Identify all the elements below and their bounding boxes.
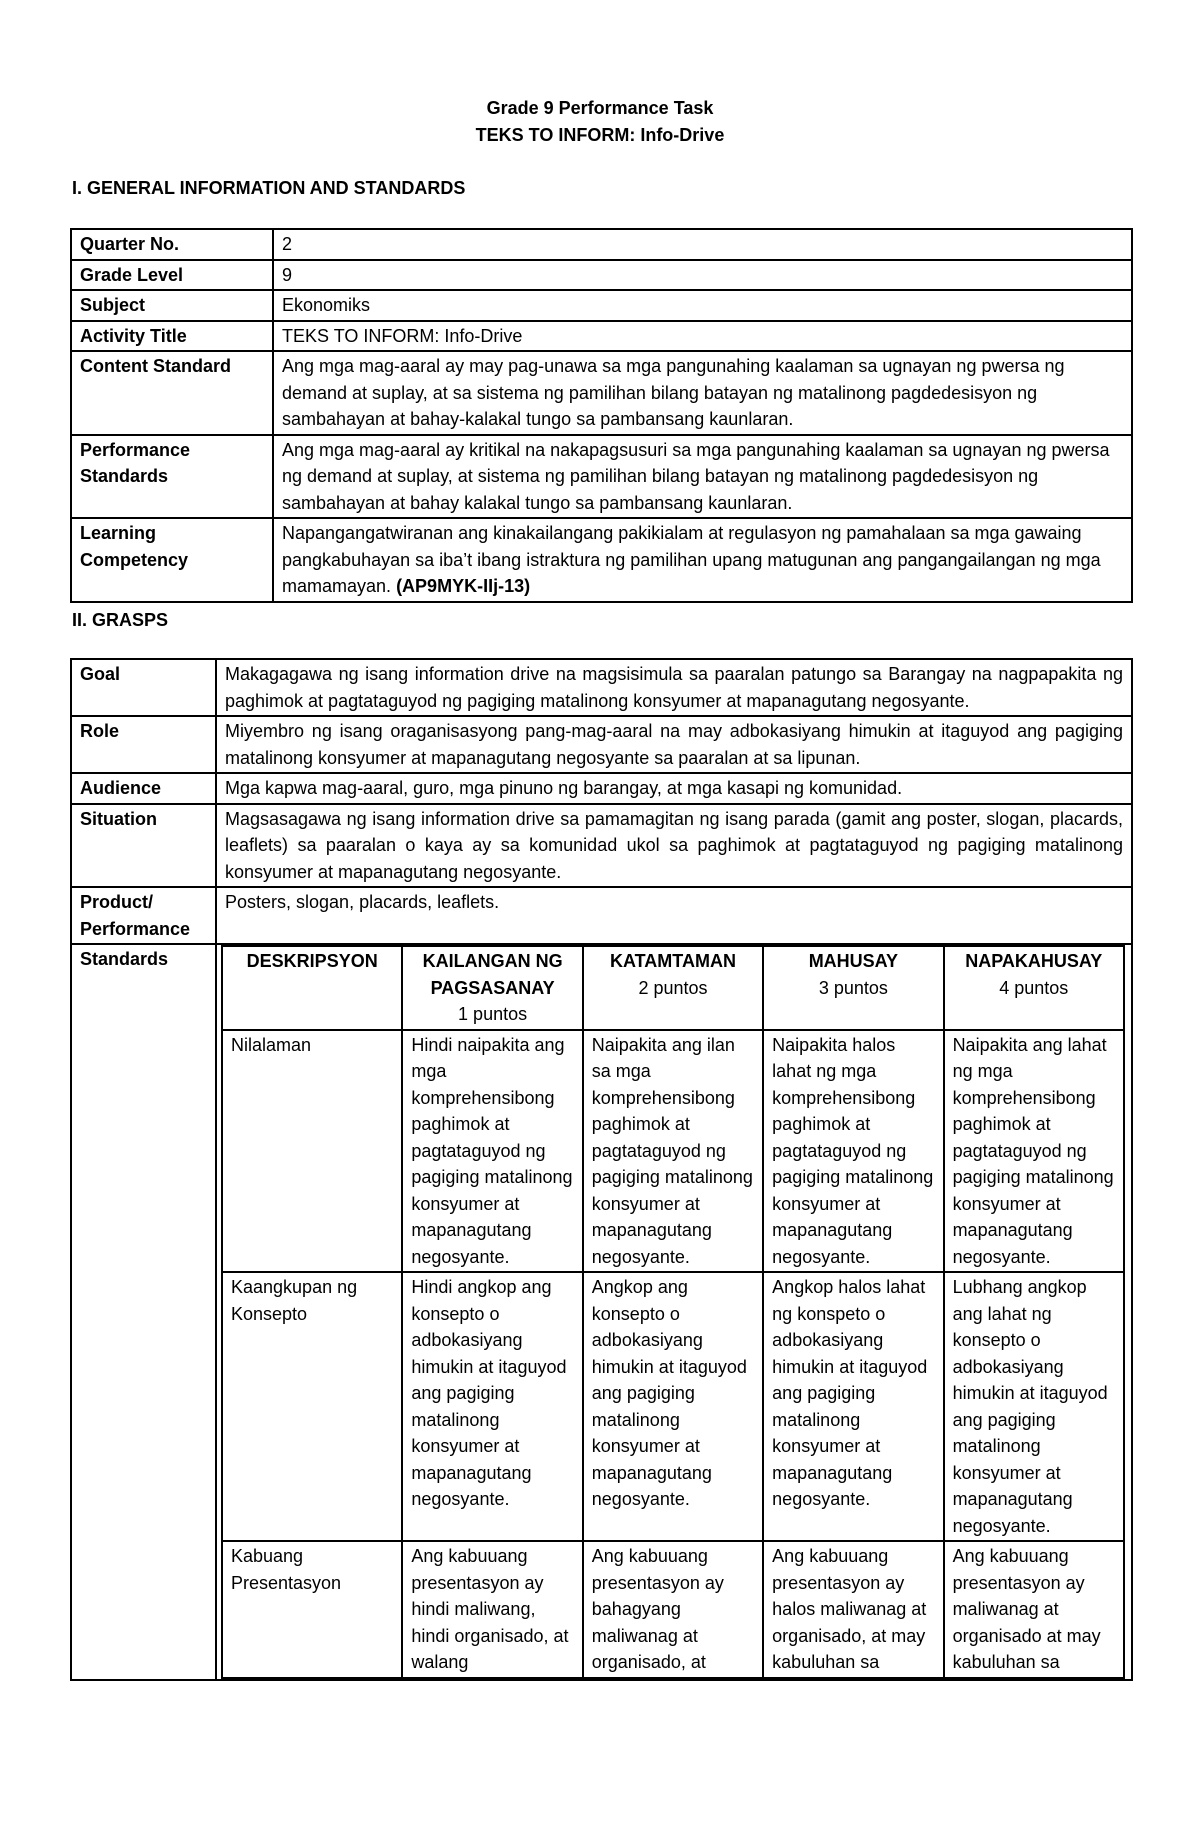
rubric-cell: Hindi naipakita ang mga komprehensibong paghimok at pagtataguyod ng pagiging matalinong konsyumer at mapanagutang negosyante. xyxy=(402,1030,582,1273)
rubric-header-title: KATAMTAMAN xyxy=(609,951,736,971)
title-line-2: TEKS TO INFORM: Info-Drive xyxy=(475,124,725,145)
rubric-header-row xyxy=(222,946,1124,1030)
rubric-cell: Angkop halos lahat ng konspeto o adbokasiyang himukin at itaguyod ang pagiging matalinong konsyumer at mapanagutang negosyante. xyxy=(763,1272,943,1541)
rubric-criterion: Nilalaman xyxy=(222,1030,402,1273)
rubric-row xyxy=(222,1272,1124,1541)
row-value: Posters, slogan, placards, leaflets. xyxy=(216,887,1132,944)
general-info-table xyxy=(70,228,1133,603)
rubric-header xyxy=(402,946,582,1030)
rubric-header xyxy=(944,946,1124,1030)
row-label: Audience xyxy=(71,773,216,804)
section-heading-general: I. GENERAL INFORMATION AND STANDARDS xyxy=(72,178,466,198)
table-row xyxy=(71,518,1132,602)
rubric-header-points: 3 puntos xyxy=(818,977,888,998)
table-row xyxy=(71,887,1132,944)
rubric-cell: Ang kabuuang presentasyon ay maliwanag at organisado at may kabuluhan sa xyxy=(944,1541,1124,1678)
title-line-1: Grade 9 Performance Task xyxy=(486,98,714,118)
document-title xyxy=(0,95,1200,148)
table-row xyxy=(71,290,1132,321)
rubric-cell: Lubhang angkop ang lahat ng konsepto o adbokasiyang himukin at itaguyod ang pagiging matalinong konsyumer at mapanagutang negosyante. xyxy=(944,1272,1124,1541)
row-value: Ang mga mag-aaral ay kritikal na nakapagsusuri sa mga pangunahing kaalaman sa ugnayan ng pwersa ng demand at suplay, at sistema ng pamilihan bilang batayan ng matalinong pagdedesisyon ng sambahayan at bahay kalakal tungo sa pambansang kaunlaran. xyxy=(273,435,1132,519)
rubric-criterion: Kaangkupan ng Konsepto xyxy=(222,1272,402,1541)
row-label: Situation xyxy=(71,804,216,888)
row-value: TEKS TO INFORM: Info-Drive xyxy=(273,321,1132,352)
table-row xyxy=(71,944,1132,1680)
rubric-cell: Naipakita ang lahat ng mga komprehensibong paghimok at pagtataguyod ng pagiging matalinong konsyumer at mapanagutang negosyante. xyxy=(944,1030,1124,1273)
rubric-header-title: DESKRIPSYON xyxy=(246,951,378,971)
table-row xyxy=(71,773,1132,804)
row-label: Activity Title xyxy=(71,321,273,352)
table-row xyxy=(71,804,1132,888)
row-value: Makagagawa ng isang information drive na magsisimula sa paaralan patungo sa Barangay na nagpapakita ng paghimok at pagtataguyod ng pagiging matalinong konsyumer at mapanagutang negosyante. xyxy=(216,659,1132,716)
rubric-cell: Hindi angkop ang konsepto o adbokasiyang himukin at itaguyod ang pagiging matalinong konsyumer at mapanagutang negosyante. xyxy=(402,1272,582,1541)
rubric-cell: Ang kabuuang presentasyon ay bahagyang maliwanag at organisado, at xyxy=(583,1541,763,1678)
rubric-cell: Naipakita ang ilan sa mga komprehensibong paghimok at pagtataguyod ng pagiging matalinong konsyumer at mapanagutang negosyante. xyxy=(583,1030,763,1273)
competency-code: (AP9MYK-IIj-13) xyxy=(396,576,531,596)
table-row xyxy=(71,659,1132,716)
table-row xyxy=(71,351,1132,435)
row-label: Content Standard xyxy=(71,351,273,435)
row-label: Role xyxy=(71,716,216,773)
row-value: 9 xyxy=(273,260,1132,291)
row-label: Goal xyxy=(71,659,216,716)
rubric-table xyxy=(221,945,1125,1679)
rubric-cell: Naipakita halos lahat ng mga komprehensibong paghimok at pagtataguyod ng pagiging matalinong konsyumer at mapanagutang negosyante. xyxy=(763,1030,943,1273)
table-row xyxy=(71,260,1132,291)
rubric-header-title: MAHUSAY xyxy=(808,951,899,971)
rubric-header xyxy=(763,946,943,1030)
row-value: Mga kapwa mag-aaral, guro, mga pinuno ng barangay, at mga kasapi ng komunidad. xyxy=(216,773,1132,804)
row-label: Standards xyxy=(71,944,216,1680)
row-value: Miyembro ng isang oraganisasyong pang-mag-aaral na may adbokasiyang himukin at itaguyod ang pagiging matalinong konsyumer at mapanagutang negosyante sa paaralan at sa lipunan. xyxy=(216,716,1132,773)
rubric-header-title: KAILANGAN NG PAGSASANAY xyxy=(422,951,563,998)
rubric-header-title: NAPAKAHUSAY xyxy=(965,951,1103,971)
rubric-row xyxy=(222,1030,1124,1273)
rubric-row xyxy=(222,1541,1124,1678)
grasps-table xyxy=(70,658,1133,1681)
rubric-header xyxy=(222,946,402,1030)
rubric-header-points: 4 puntos xyxy=(999,977,1069,998)
table-row xyxy=(71,435,1132,519)
row-value: Magsasagawa ng isang information drive sa pamamagitan ng isang parada (gamit ang poster, slogan, placards, leaflets) sa paaralan o kaya ay sa komunidad ukol sa paghimok at pagtataguyod ng pagiging matalinong konsyumer at mapanagutang negosyante. xyxy=(216,804,1132,888)
row-label: Learning Competency xyxy=(71,518,273,602)
row-value xyxy=(273,518,1132,602)
row-label: Performance Standards xyxy=(71,435,273,519)
rubric-header xyxy=(583,946,763,1030)
row-label: Product/ Performance xyxy=(71,887,216,944)
table-row xyxy=(71,716,1132,773)
row-label: Quarter No. xyxy=(71,229,273,260)
row-label: Grade Level xyxy=(71,260,273,291)
rubric-header-points: 1 puntos xyxy=(458,1004,528,1024)
row-label: Subject xyxy=(71,290,273,321)
rubric-cell: Ang kabuuang presentasyon ay hindi maliwang, hindi organisado, at walang xyxy=(402,1541,582,1678)
row-value: Ekonomiks xyxy=(273,290,1132,321)
rubric-cell: Angkop ang konsepto o adbokasiyang himukin at itaguyod ang pagiging matalinong konsyumer at mapanagutang negosyante. xyxy=(583,1272,763,1541)
row-value: Ang mga mag-aaral ay may pag-unawa sa mga pangunahing kaalaman sa ugnayan ng pwersa ng demand at suplay, at sa sistema ng pamilihan bilang batayan ng matalinong pagdedesisyon ng sambahayan at bahay-kalakal tungo sa pambansang kaunlaran. xyxy=(273,351,1132,435)
row-value: 2 xyxy=(273,229,1132,260)
competency-text: Napangangatwiranan ang kinakailangang pakikialam at regulasyon ng pamahalaan sa mga gawaing pangkabuhayan sa iba’t ibang istraktura ng pamilihan upang matugunan ang pangangailangan ng mga mamamayan. xyxy=(282,523,1101,596)
rubric-cell: Ang kabuuang presentasyon ay halos maliwanag at organisado, at may kabuluhan sa xyxy=(763,1541,943,1678)
rubric-criterion: Kabuang Presentasyon xyxy=(222,1541,402,1678)
table-row xyxy=(71,229,1132,260)
rubric-header-points: 2 puntos xyxy=(638,977,708,998)
table-row xyxy=(71,321,1132,352)
standards-cell xyxy=(216,944,1132,1680)
section-heading-grasps: II. GRASPS xyxy=(72,610,169,630)
